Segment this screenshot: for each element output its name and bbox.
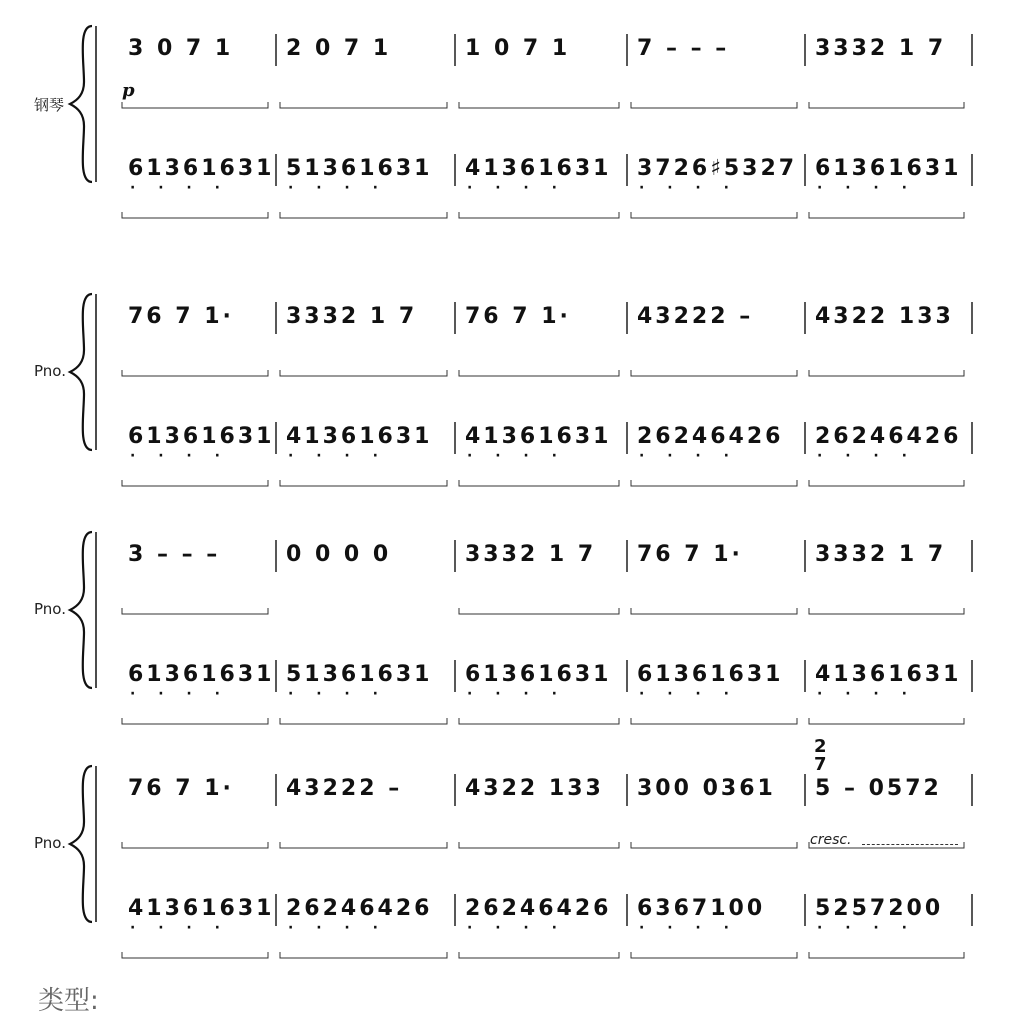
staff-underline [459, 718, 619, 724]
bass-measure: 41361631 [815, 662, 962, 687]
staff-underline [631, 480, 797, 486]
staff-underline [631, 212, 797, 218]
octave-dots: · · · · [639, 686, 752, 702]
brace-symbol [70, 766, 92, 922]
bass-measure: 26246426 [815, 424, 962, 449]
octave-dots: · · · · [288, 686, 401, 702]
staff-underline [809, 718, 964, 724]
treble-measure: 3332 1 7 [465, 542, 597, 567]
bass-measure: 41361631 [286, 424, 433, 449]
staff-system [0, 528, 1020, 768]
bass-measure: 41361631 [465, 424, 612, 449]
staff-underline [122, 480, 268, 486]
staff-underline [459, 102, 619, 108]
treble-measure: 300 0361 [637, 776, 776, 801]
treble-measure: 1 0 7 1 [465, 36, 571, 61]
staff-underline [459, 212, 619, 218]
octave-dots: · · · · [639, 448, 752, 464]
instrument-label: Pno. [34, 834, 66, 852]
bass-measure: 61361631 [128, 156, 275, 181]
octave-dots: · · · · [130, 686, 243, 702]
bass-measure: 61361631 [128, 424, 275, 449]
bass-measure: 5257200 [815, 896, 944, 921]
octave-dots: · · · · [467, 686, 580, 702]
bass-measure: 6367100 [637, 896, 766, 921]
staff-underline [122, 608, 268, 614]
treble-measure: 3 0 7 1 [128, 36, 234, 61]
staff-underline [809, 212, 964, 218]
bass-measure: 51361631 [286, 156, 433, 181]
footer-category-label: 类型: [38, 986, 99, 1016]
staff-underline [280, 370, 447, 376]
treble-measure: 4322 133 [465, 776, 604, 801]
instrument-label: 钢琴 [34, 96, 65, 114]
octave-dots: · · · · [288, 920, 401, 936]
staff-underline [459, 608, 619, 614]
bass-measure: 41361631 [128, 896, 275, 921]
staff-underline [122, 952, 268, 958]
staff-underline [280, 480, 447, 486]
octave-dots: · · · · [288, 180, 401, 196]
treble-measure: 43222 – [286, 776, 403, 801]
octave-dots: · · · · [467, 180, 580, 196]
staff-underline [809, 102, 964, 108]
treble-measure: 3332 1 7 [286, 304, 418, 329]
octave-dots: · · · · [817, 448, 930, 464]
bass-measure: 26246426 [465, 896, 612, 921]
bass-measure: 61361631 [465, 662, 612, 687]
staff-underline [459, 480, 619, 486]
brace-symbol [70, 26, 92, 182]
staff-underline [122, 212, 268, 218]
bass-measure: 26246426 [637, 424, 784, 449]
bass-measure: 41361631 [465, 156, 612, 181]
staff-underline [631, 370, 797, 376]
dynamic-marking: p [122, 80, 135, 101]
octave-dots: · · · · [130, 920, 243, 936]
treble-measure: 4322 133 [815, 304, 954, 329]
octave-dots: · · · · [467, 448, 580, 464]
instrument-label: Pno. [34, 600, 66, 618]
staff-system [0, 736, 1020, 1002]
staff-underline [122, 842, 268, 848]
staff-underline [280, 718, 447, 724]
treble-measure: 76 7 1· [128, 304, 234, 329]
octave-dots: · · · · [639, 180, 752, 196]
octave-dots: · · · · [130, 180, 243, 196]
brace-symbol [70, 532, 92, 688]
staff-underline [122, 370, 268, 376]
bass-measure: 61361631 [128, 662, 275, 687]
staff-underline [631, 842, 797, 848]
staff-underline [809, 952, 964, 958]
staff-underline [631, 608, 797, 614]
octave-dots: · · · · [817, 920, 916, 936]
bass-measure: 26246426 [286, 896, 433, 921]
bass-measure: 61361631 [637, 662, 784, 687]
bass-measure: 51361631 [286, 662, 433, 687]
chord-note: 2 [814, 736, 830, 757]
treble-measure: 43222 – [637, 304, 754, 329]
instrument-label: Pno. [34, 362, 66, 380]
cresc-dashes [862, 844, 958, 845]
treble-measure: 7 – – – [637, 36, 730, 61]
staff-underline [631, 718, 797, 724]
octave-dots: · · · · [130, 448, 243, 464]
treble-measure: 3332 1 7 [815, 36, 947, 61]
staff-system [0, 290, 1020, 530]
staff-underline [631, 952, 797, 958]
treble-measure: 2 0 7 1 [286, 36, 392, 61]
bass-measure: 61361631 [815, 156, 962, 181]
octave-dots: · · · · [817, 180, 930, 196]
expression-marking: cresc. [810, 832, 852, 848]
staff-underline [459, 842, 619, 848]
staff-underline [280, 952, 447, 958]
chord-note: 7 [814, 754, 830, 775]
treble-measure: 5 – 0572 [815, 776, 942, 801]
octave-dots: · · · · [639, 920, 738, 936]
treble-measure: 76 7 1· [128, 776, 234, 801]
octave-dots: · · · · [467, 920, 580, 936]
staff-underline [809, 608, 964, 614]
bass-measure: 3726♯5327 [637, 156, 798, 181]
staff-system [0, 22, 1020, 262]
staff-underline [809, 480, 964, 486]
staff-underline [122, 102, 268, 108]
octave-dots: · · · · [288, 448, 401, 464]
staff-underline [459, 952, 619, 958]
treble-measure: 3 – – – [128, 542, 221, 567]
staff-underline [631, 102, 797, 108]
staff-underline [122, 718, 268, 724]
staff-underline [280, 212, 447, 218]
treble-measure: 76 7 1· [465, 304, 571, 329]
brace-symbol [70, 294, 92, 450]
staff-underline [809, 370, 964, 376]
treble-measure: 76 7 1· [637, 542, 743, 567]
staff-underline [459, 370, 619, 376]
staff-underline [280, 102, 447, 108]
treble-measure: 3332 1 7 [815, 542, 947, 567]
octave-dots: · · · · [817, 686, 930, 702]
treble-measure: 0 0 0 0 [286, 542, 392, 567]
staff-underline [280, 842, 447, 848]
